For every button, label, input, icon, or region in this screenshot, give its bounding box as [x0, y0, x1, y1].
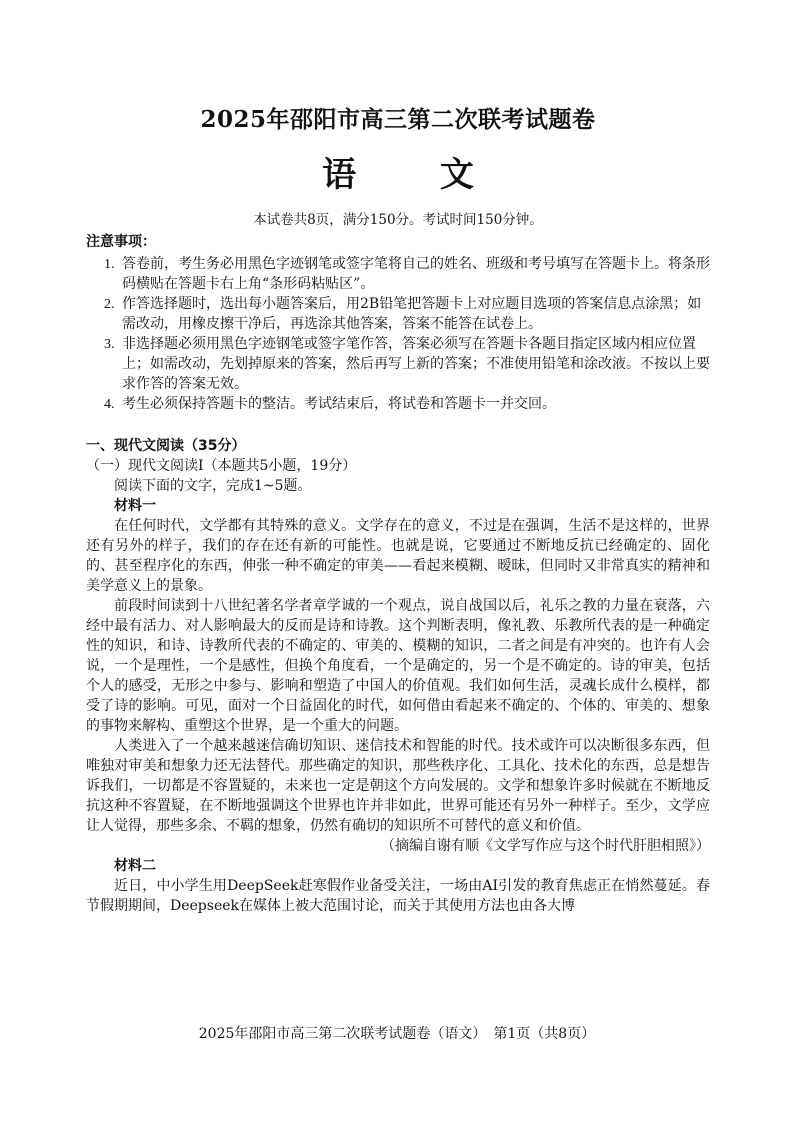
material-one-source: （摘编自谢有顺《文学写作应与这个时代肝胆相照》）: [381, 838, 710, 854]
exam-title: 2025年邵阳市高三第二次联考试题卷: [200, 106, 596, 133]
notice-list: [86, 254, 710, 414]
notice-item: 2. 作答选择题时，选出每小题答案后，用2B铅笔把答题卡上对应题目选项的答案信息点涂黑；如需改动，用橡皮擦干净后，再选涂其他答案，答案不能答在试卷上。: [118, 294, 710, 334]
exam-page: [86, 100, 710, 916]
material-one-paragraph: 在任何时代，文学都有其特殊的意义。文学存在的意义，不过是在强调，生活不是这样的，世界还有另外的样子，我们的存在还有新的可能性。也就是说，它要通过不断地反抗已经确定的、固化的、甚至程序化的东西，伸张一种不确定的审美——看起来模糊、暧昧，但同时又非常真实的精神和美学意义上的景象。: [86, 518, 710, 594]
subject-title: 语 文: [322, 155, 510, 195]
notice-item: 4. 考生必须保持答题卡的整洁。考试结束后，将试卷和答题卡一并交回。: [118, 394, 710, 414]
exam-info: 本试卷共8页，满分150分。考试时间150分钟。: [253, 212, 543, 228]
material-one-heading: 材料一: [114, 498, 156, 514]
material-two-heading: 材料二: [114, 858, 156, 874]
material-one-paragraph: 人类进入了一个越来越迷信确切知识、迷信技术和智能的时代。技术或许可以决断很多东西，但唯独对审美和想象力还无法替代。那些确定的知识，那些秩序化、工具化、技术化的东西，总是想告诉我们，一切都是不容置疑的，未来也一定是朝这个方向发展的。文学和想象许多时候就在不断地反抗这种不容置疑，在不断地强调这个世界也许并非如此，世界可能还有另外一种样子。至少，文学应让人觉得，那些多余、不羁的想象，仍然有确切的知识所不可替代的意义和价值。: [86, 738, 710, 834]
material-two-paragraph: 近日，中小学生用DeepSeek赶寒假作业备受关注，一场由AI引发的教育焦虑正在悄然蔓延。春节假期期间，Deepseek在媒体上被大范围讨论，而关于其使用方法也由各大博: [86, 878, 710, 914]
notice-title: 注意事项：: [86, 234, 156, 250]
notice-item: 3. 非选择题必须用黑色字迹钢笔或签字笔作答，答案必须写在答题卡各题目指定区域内相应位置上；如需改动，先划掉原来的答案，然后再写上新的答案；不准使用铅笔和涂改液。不按以上要求作答的答案无效。: [118, 334, 710, 394]
section-title: 一、现代文阅读（35分）: [86, 438, 246, 454]
page-footer: 2025年邵阳市高三第二次联考试题卷（语文） 第1页（共8页）: [198, 1026, 596, 1042]
section-subtitle: （一）现代文阅读Ⅰ（本题共5小题，19分）: [86, 458, 357, 474]
material-one-paragraph: 前段时间读到十八世纪著名学者章学诚的一个观点，说自战国以后，礼乐之教的力量在衰落，六经中最有活力、对人影响最大的反而是诗和诗教。这个判断表明，像礼教、乐教所代表的是一种确定性的知识，和诗、诗教所代表的不确定的、审美的、模糊的知识，二者之间是有冲突的。也许有人会说，一个是理性，一个是感性，但换个角度看，一个是确定的，另一个是不确定的。诗的审美，包括个人的感受，无形之中参与、影响和塑造了中国人的价值观。我们如何生活，灵魂长成什么模样，都受了诗的影响。可见，面对一个日益固化的时代，如何借由看起来不确定的、个体的、审美的、想象的事物来解构、重塑这个世界，是一个重大的问题。: [86, 598, 710, 734]
notice-item: 1. 答卷前，考生务必用黑色字迹钢笔或签字笔将自己的姓名、班级和考号填写在答题卡上。将条形码横贴在答题卡右上角“条形码粘贴区”。: [118, 254, 710, 294]
section-instruction: 阅读下面的文字，完成1~5题。: [114, 478, 312, 494]
